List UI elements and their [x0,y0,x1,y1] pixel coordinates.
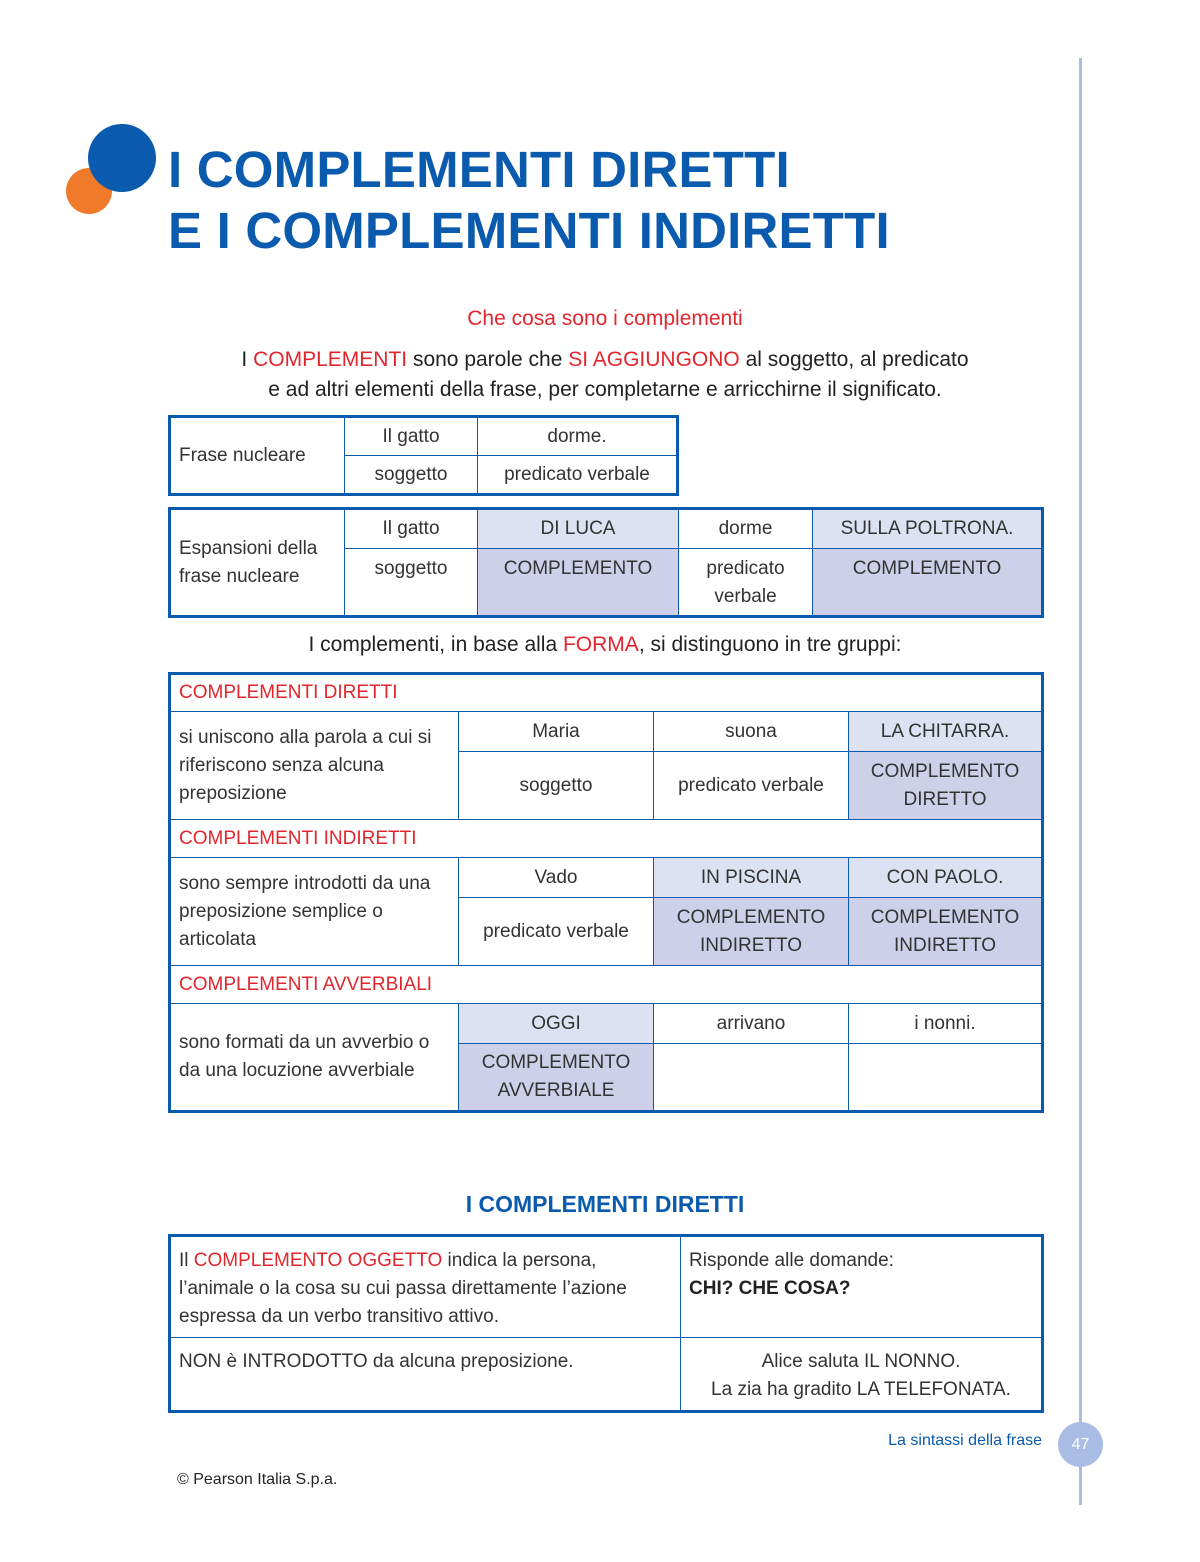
example-word: Vado [459,858,654,898]
title-line-2: E I COMPLEMENTI INDIRETTI [168,202,890,259]
group-description: sono formati da un avverbio o da una locuzione avverbiale [170,1004,459,1112]
questions-label: Risponde alle domande: [689,1250,894,1271]
nuclear-role: soggetto [345,456,478,495]
example-word: suona [654,712,849,752]
example-sentence: Alice saluta IL NONNO. [761,1351,961,1372]
example-word: i nonni. [849,1004,1043,1044]
group-description: si uniscono alla parola a cui si riferiscono senza alcuna preposizione [170,712,459,820]
questions-bold: CHI? CHE COSA? [689,1278,851,1299]
group-heading-adverbial: COMPLEMENTI AVVERBIALI [170,966,1043,1004]
example-word: arrivano [654,1004,849,1044]
expansion-word: SULLA POLTRONA. [813,509,1043,549]
direct-object-definition: Il COMPLEMENTO OGGETTO indica la persona, l’animale o la cosa su cui passa direttamente l’azione espressa da un verbo transitivo attivo. [170,1236,681,1338]
example-word: CON PAOLO. [849,858,1043,898]
group-description: sono sempre introdotti da una preposizione semplice o articolata [170,858,459,966]
direct-object-table [168,1234,1044,1413]
nuclear-word: Il gatto [345,417,478,456]
example-role: predicato verbale [654,752,849,820]
example-sentence: La zia ha gradito LA TELEFONATA. [711,1379,1011,1400]
keyword-complementi: COMPLEMENTI [253,348,408,371]
example-role: COMPLEMENTO INDIRETTO [849,898,1043,966]
nuclear-label: Frase nucleare [170,417,345,495]
group-heading-direct: COMPLEMENTI DIRETTI [170,674,1043,712]
nuclear-word: dorme. [478,417,678,456]
direct-object-examples [681,1338,1043,1412]
page-title [168,139,1068,261]
groups-intro: I complementi, in base alla FORMA, si distinguono in tre gruppi: [308,633,902,656]
margin-line [1079,58,1082,1505]
expansion-role: soggetto [345,549,478,617]
expansion-table [168,507,1044,618]
example-word: OGGI [459,1004,654,1044]
expansion-role: COMPLEMENTO [478,549,679,617]
keyword-forma: FORMA [562,633,639,656]
nuclear-sentence-table [168,415,679,496]
expansion-word: Il gatto [345,509,478,549]
blue-circle-decoration [88,124,156,192]
expansion-label: Espansioni della frase nucleare [170,509,345,617]
direct-object-questions [681,1236,1043,1338]
subtitle: Che cosa sono i complementi [467,307,743,330]
copyright: © Pearson Italia S.p.a. [177,1471,338,1488]
example-word: IN PISCINA [654,858,849,898]
title-line-1: I COMPLEMENTI DIRETTI [168,141,790,198]
section-title: I COMPLEMENTI DIRETTI [465,1191,745,1217]
expansion-role: predicato verbale [679,549,813,617]
keyword-si-aggiungono: SI AGGIUNGONO [568,348,740,371]
example-role-empty [849,1044,1043,1112]
direct-object-note: NON è INTRODOTTO da alcuna preposizione. [170,1338,681,1412]
example-word: Maria [459,712,654,752]
nuclear-role: predicato verbale [478,456,678,495]
example-role: soggetto [459,752,654,820]
expansion-role: COMPLEMENTO [813,549,1043,617]
intro-paragraph [0,345,1200,405]
expansion-word: DI LUCA [478,509,679,549]
example-role: COMPLEMENTO INDIRETTO [654,898,849,966]
intro-line-2: e ad altri elementi della frase, per completarne e arricchirne il significato. [268,378,942,401]
example-role: COMPLEMENTO AVVERBIALE [459,1044,654,1112]
example-role-empty [654,1044,849,1112]
example-role: COMPLEMENTO DIRETTO [849,752,1043,820]
page-number: 47 [1058,1422,1103,1467]
keyword-complemento-oggetto: COMPLEMENTO OGGETTO [193,1250,443,1271]
example-word: LA CHITARRA. [849,712,1043,752]
complement-groups-table [168,672,1044,1113]
expansion-word: dorme [679,509,813,549]
intro-line-1: I COMPLEMENTI sono parole che SI AGGIUNGONO al soggetto, al predicato [241,348,969,371]
example-role: predicato verbale [459,898,654,966]
footer-section-label: La sintassi della frase [888,1432,1042,1449]
group-heading-indirect: COMPLEMENTI INDIRETTI [170,820,1043,858]
